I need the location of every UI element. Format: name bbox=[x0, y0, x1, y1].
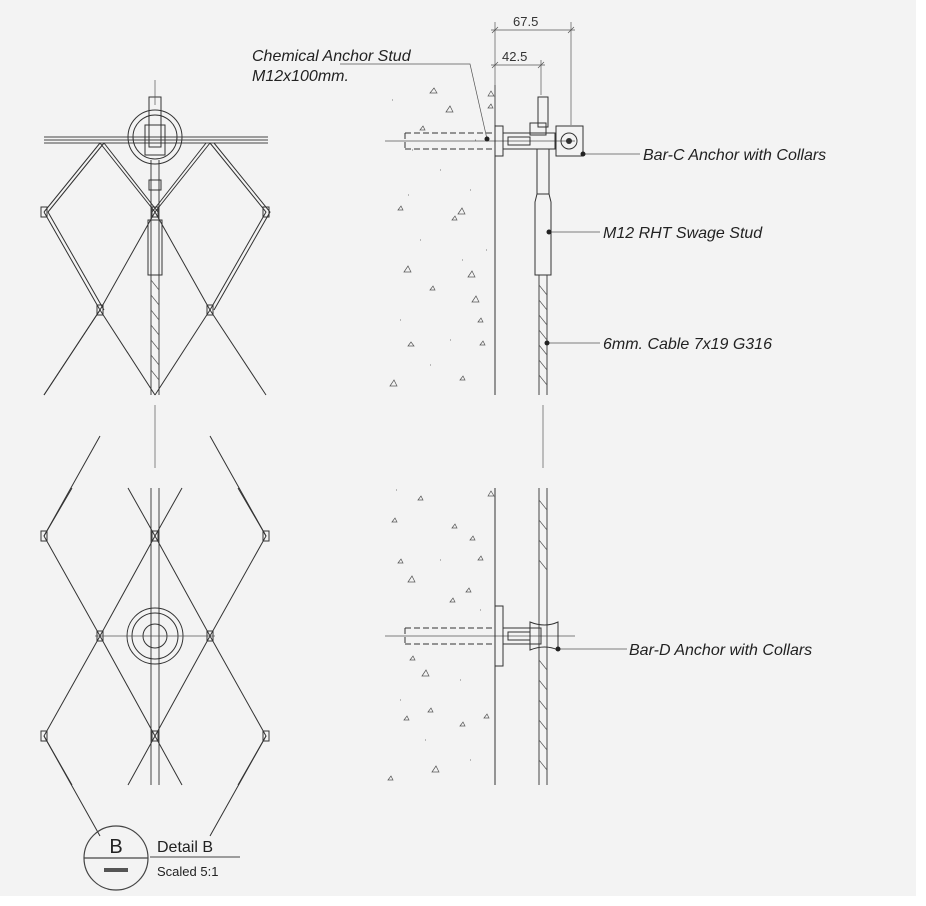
detail-title-block bbox=[84, 826, 240, 890]
detail-title bbox=[157, 839, 213, 856]
dimension-42-5 bbox=[491, 60, 545, 95]
chemical-anchor-label: Chemical Anchor Stud bbox=[252, 48, 411, 65]
cable-label: 6mm. Cable 7x19 G316 bbox=[603, 336, 772, 353]
cable-side-upper bbox=[539, 275, 547, 395]
detail-title-suffix: B bbox=[202, 839, 214, 856]
detail-title-word: Detail bbox=[157, 839, 198, 856]
leader-lines bbox=[340, 64, 640, 652]
front-bar-d-anchor bbox=[95, 608, 215, 664]
scale-value: 5:1 bbox=[200, 864, 219, 879]
top-horizontal-cable bbox=[44, 137, 268, 143]
dimension-67-5 bbox=[491, 22, 575, 125]
chemical-anchor-size-label: M12x100mm. bbox=[252, 68, 349, 85]
net-mesh-upper bbox=[41, 143, 270, 395]
vertical-cable-upper bbox=[151, 160, 159, 395]
detail-scale bbox=[157, 864, 218, 879]
detail-letter: B bbox=[109, 836, 123, 858]
cable-side-lower bbox=[539, 488, 547, 785]
dimension-outer-label: 67.5 bbox=[513, 14, 539, 29]
concrete-wall-upper bbox=[390, 85, 495, 395]
swage-stud-side bbox=[535, 149, 551, 275]
scale-prefix: Scaled bbox=[157, 864, 197, 879]
front-elevation bbox=[41, 80, 270, 836]
concrete-wall-lower bbox=[388, 488, 495, 785]
side-section bbox=[252, 14, 826, 785]
bar-c-anchor-label: Bar-C Anchor with Collars bbox=[643, 147, 827, 164]
swage-stud-label: M12 RHT Swage Stud bbox=[603, 225, 763, 242]
dimension-inner-label: 42.5 bbox=[502, 49, 528, 64]
bar-d-anchor-label: Bar-D Anchor with Collars bbox=[629, 642, 813, 659]
